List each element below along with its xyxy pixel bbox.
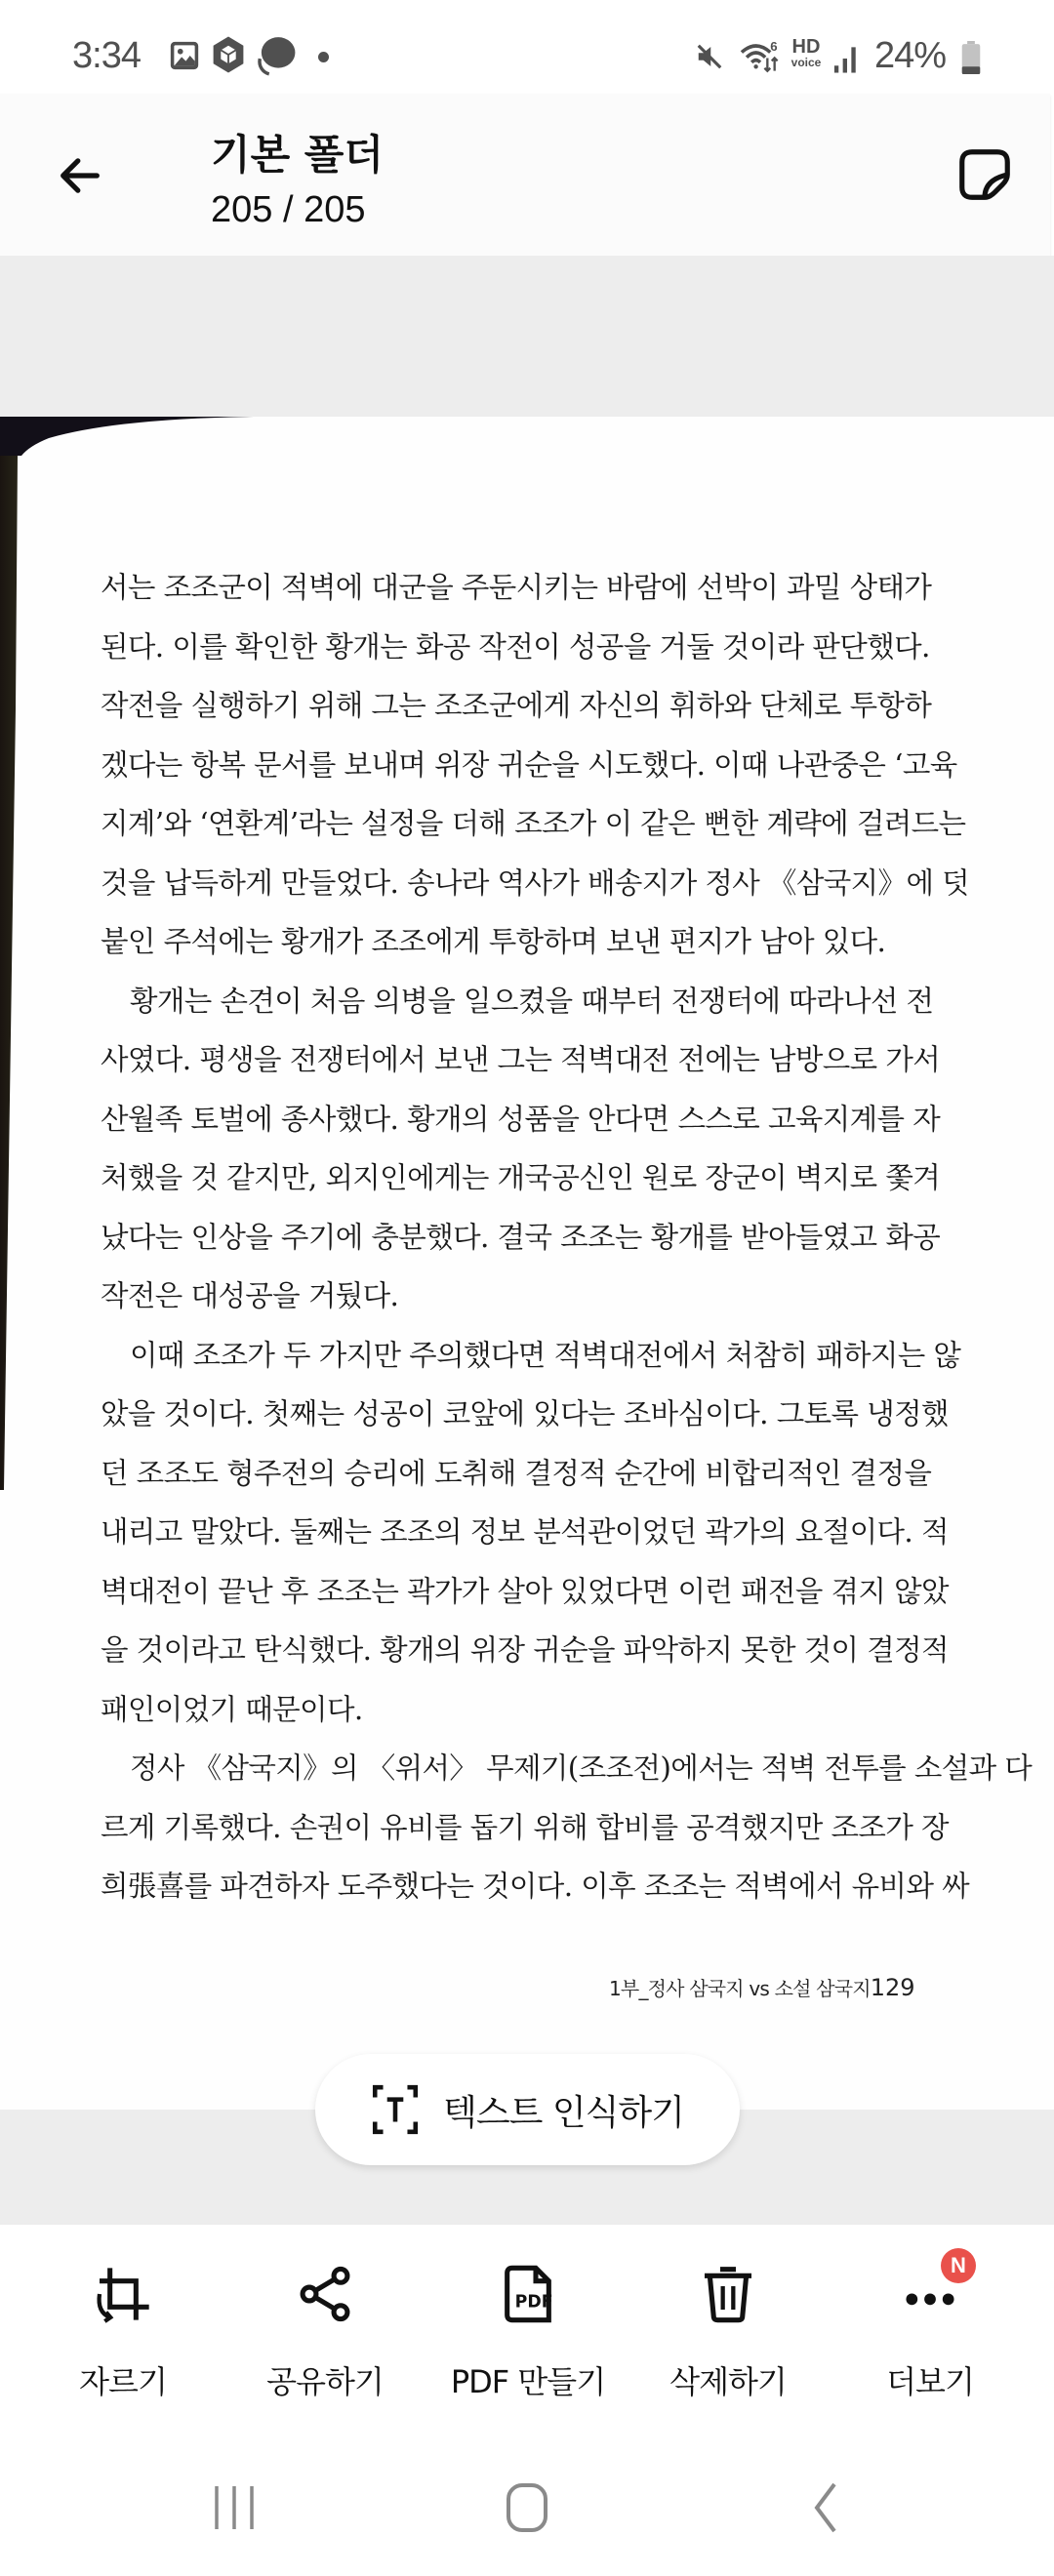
share-button[interactable] [227,2242,423,2418]
signal-icon [832,43,862,74]
new-badge: N [941,2248,976,2283]
delete-label: 삭제하기 [669,2363,787,2400]
sticker-button[interactable] [954,144,1015,205]
text-line: 정사 《삼국지》의 〈위서〉 무제기(조조전)에서는 적벽 전투를 소설과 다 [130,1751,1033,1785]
text-line: 겠다는 항복 문서를 보내며 위장 귀순을 시도했다. 이때 나관중은 ‘고육 [101,747,957,782]
pdf-file-icon [497,2262,559,2326]
text-line: 산월족 토벌에 종사했다. 황개의 성품을 안다면 스스로 고육지계를 자 [101,1102,941,1136]
text-line: 르게 기록했다. 손권이 유비를 돕기 위해 합비를 공격했지만 조조가 장 [101,1810,949,1844]
trash-icon [697,2262,759,2326]
text-line: 패인이었기 때문이다. [101,1692,363,1726]
text-line: 황개는 손견이 처음 의병을 일으켰을 때부터 전쟁터에 따라나선 전 [130,984,934,1018]
back-nav-icon[interactable] [786,2478,864,2537]
page-footer [609,1973,915,2001]
footer-page-number: 129 [870,1974,915,2001]
system-nav-bar [0,2439,1054,2576]
folder-title: 기본 폴더 [211,131,384,179]
home-icon[interactable] [488,2478,566,2537]
text-line: 것을 납득하게 만들었다. 송나라 역사가 배송지가 정사 《삼국지》에 덧 [101,865,970,900]
text-recognition-label: 텍스트 인식하기 [443,2092,684,2133]
text-line: 던 조조도 형주전의 승리에 도취해 결정적 순간에 비합리적인 결정을 [101,1456,932,1490]
make-pdf-label: PDF 만들기 [450,2363,606,2400]
footer-section-title: 1부_정사 삼국지 vs 소설 삼국지 [609,1977,871,2000]
text-line: 희張喜를 파견하자 도주했다는 것이다. 이후 조조는 적벽에서 유비와 싸 [101,1870,970,1903]
battery-icon [960,41,982,74]
recent-apps-icon[interactable] [195,2478,273,2537]
svg-text:PDF: PDF [514,2292,553,2313]
bottom-toolbar [0,2225,1054,2439]
more-label: 더보기 [886,2363,974,2400]
status-bar [0,0,1054,94]
page-counter: 205 / 205 [211,189,366,230]
text-line: 았을 것이다. 첫째는 성공이 코앞에 있다는 조바심이다. 그토록 냉정했 [101,1397,949,1430]
text-line: 을 것이라고 탄식했다. 황개의 위장 귀순을 파악하지 못한 것이 결정적 [101,1633,949,1667]
text-recognition-button[interactable] [315,2054,740,2165]
app-header [0,94,1050,256]
mute-icon [695,41,724,72]
text-line: 벽대전이 끝난 후 조조는 곽가가 살아 있었다면 이런 패전을 겪지 않았 [101,1574,949,1608]
text-line: 붙인 주석에는 황개가 조조에게 투항하며 보낸 편지가 남아 있다. [101,925,886,958]
crop-button[interactable] [25,2242,221,2418]
text-line: 작전은 대성공을 거뒀다. [101,1279,399,1312]
text-line: 처했을 것 같지만, 외지인에게는 개국공신인 원로 장군이 벽지로 쫓겨 [101,1161,941,1194]
crop-rotate-icon [92,2262,154,2326]
make-pdf-button[interactable] [430,2242,626,2418]
text-line: 사였다. 평생을 전쟁터에서 보낸 그는 적벽대전 전에는 남방으로 가서 [101,1043,941,1076]
text-line: 났다는 인상을 주기에 충분했다. 결국 조조는 황개를 받아들였고 화공 [101,1220,941,1254]
wifi-6-icon [739,39,782,74]
hd-voice-icon: HD voice [790,36,822,69]
back-button[interactable] [55,150,105,201]
text-line: 서는 조조군이 적벽에 대군을 주둔시키는 바람에 선박이 과밀 상태가 [101,571,932,604]
text-line: 이때 조조가 두 가지만 주의했다면 적벽대전에서 처참히 패하지는 않 [130,1338,961,1372]
more-button[interactable] [832,2242,1028,2418]
battery-percent: 24% [874,35,947,76]
text-line: 된다. 이를 확인한 황개는 화공 작전이 성공을 거둘 것이라 판단했다. [101,629,930,664]
chat-call-icon [254,35,297,76]
notification-dot-icon [318,52,329,62]
crop-label: 자르기 [79,2363,167,2400]
svg-text:6: 6 [770,39,778,55]
text-recognition-icon [371,2083,420,2136]
delete-button[interactable] [630,2242,826,2418]
status-time: 3:34 [72,35,141,76]
text-line: 작전을 실행하기 위해 그는 조조군에게 자신의 휘하와 단체로 투항하 [101,689,932,722]
cube-app-icon [210,35,247,74]
share-icon [294,2262,356,2326]
book-spine-edge [0,417,39,1490]
text-line: 지계’와 ‘연환계’라는 설정을 더해 조조가 이 같은 뻔한 계략에 걸려드는 [101,807,966,840]
page-curl-shadow [0,417,254,456]
gallery-icon [168,39,201,72]
share-label: 공유하기 [266,2363,384,2400]
text-line: 내리고 말았다. 둘째는 조조의 정보 분석관이었던 곽가의 요절이다. 적 [101,1515,949,1549]
viewer-background-top [0,256,1054,418]
page-text-body [101,558,1033,1916]
